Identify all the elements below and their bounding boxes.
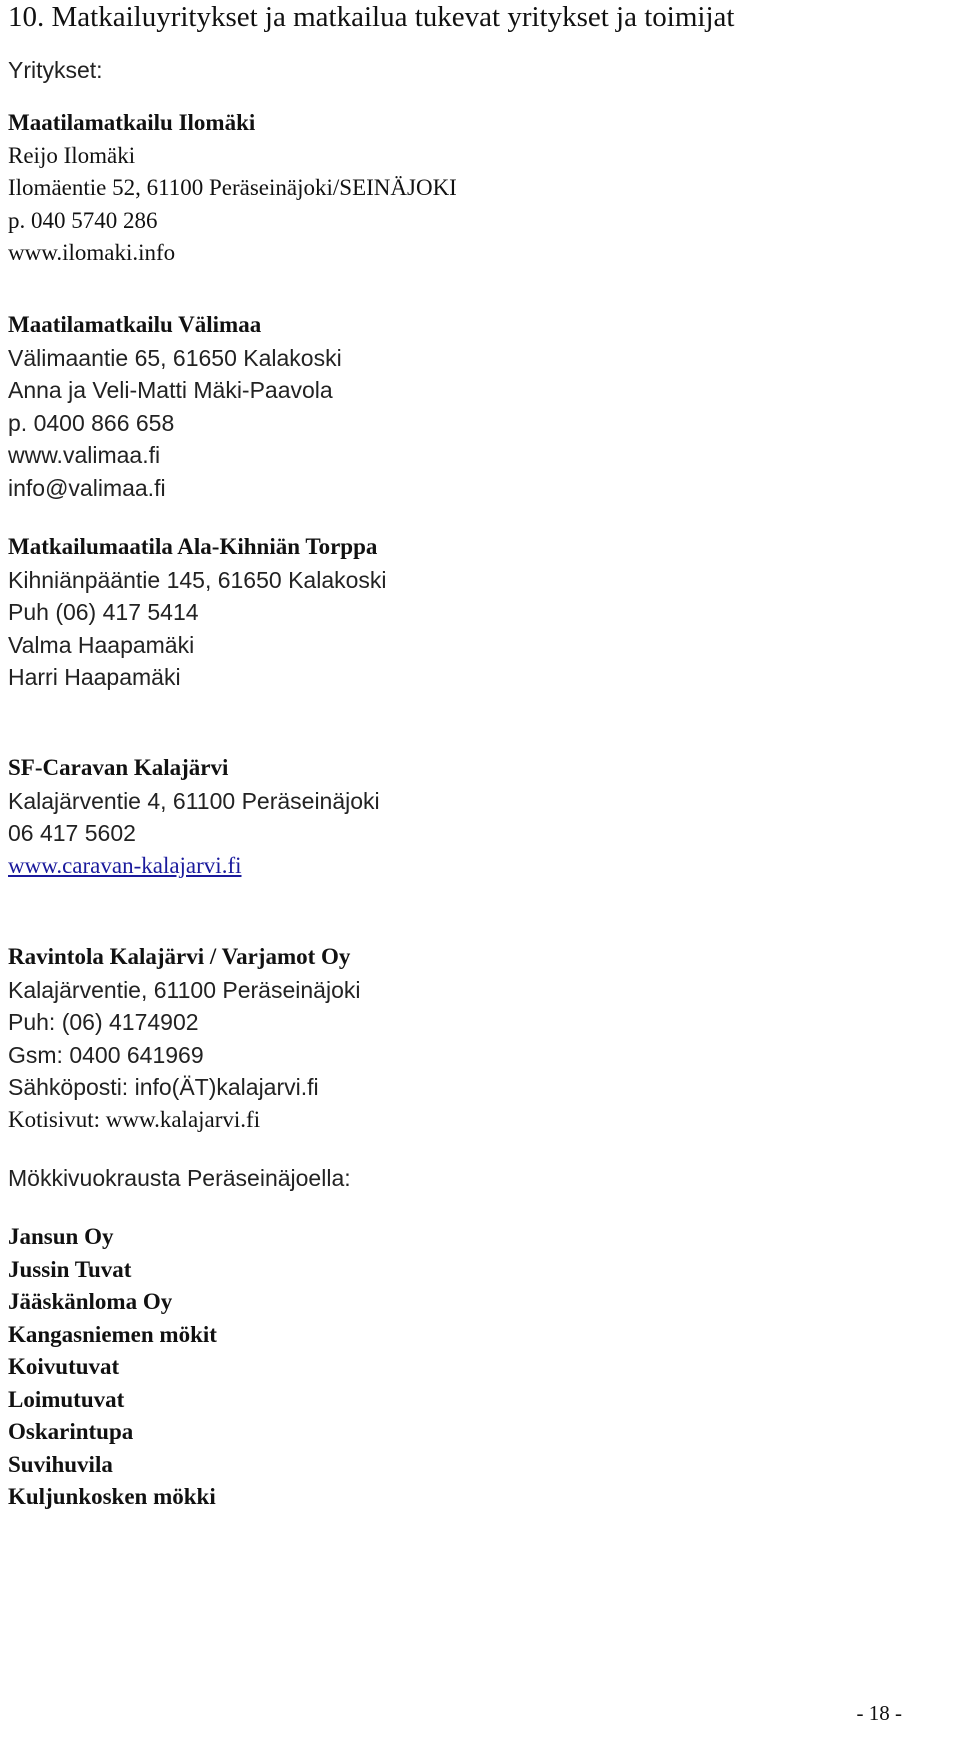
- company-entry-valimaa: [8, 309, 342, 504]
- company-entry-ravintola: [8, 941, 360, 1136]
- list-item: Oskarintupa: [8, 1419, 134, 1444]
- company-phone: Puh: (06) 4174902: [8, 1009, 199, 1035]
- list-item: Loimutuvat: [8, 1386, 125, 1412]
- company-contact: Harri Haapamäki: [8, 664, 181, 690]
- company-website: www.valimaa.fi: [8, 442, 161, 468]
- company-phone: Puh (06) 417 5414: [8, 599, 199, 625]
- company-phone: p. 040 5740 286: [8, 207, 158, 233]
- company-website-link[interactable]: www.caravan-kalajarvi.fi: [8, 852, 242, 878]
- company-address: Välimaantie 65, 61650 Kalakoski: [8, 344, 342, 371]
- company-contact: Valma Haapamäki: [8, 631, 195, 658]
- company-entry-caravan: [8, 752, 380, 882]
- company-website: www.ilomaki.info: [8, 240, 176, 265]
- list-item: Koivutuvat: [8, 1354, 120, 1379]
- company-mobile: Gsm: 0400 641969: [8, 1041, 204, 1068]
- companies-label: Yritykset:: [8, 57, 103, 83]
- company-name: Matkailumaatila Ala-Kihniän Torppa: [8, 534, 378, 559]
- page-title: 10. Matkailuyritykset ja matkailua tukevat yritykset ja toimijat: [8, 1, 735, 33]
- company-address: Kalajärventie 4, 61100 Peräseinäjoki: [8, 787, 380, 814]
- list-item: Kangasniemen mökit: [8, 1321, 217, 1347]
- company-address: Ilomäentie 52, 61100 Peräseinäjoki/SEINÄJOKI: [8, 175, 457, 200]
- company-contact: Anna ja Veli-Matti Mäki-Paavola: [8, 377, 333, 403]
- list-item: Jussin Tuvat: [8, 1256, 132, 1282]
- list-item: Suvihuvila: [8, 1451, 113, 1477]
- company-name: SF-Caravan Kalajärvi: [8, 755, 229, 780]
- list-item: Jansun Oy: [8, 1224, 114, 1249]
- company-name: Maatilamatkailu Ilomäki: [8, 110, 256, 135]
- company-name: Ravintola Kalajärvi / Varjamot Oy: [8, 944, 351, 969]
- company-address: Kihniänpääntie 145, 61650 Kalakoski: [8, 566, 387, 593]
- list-item: Kuljunkosken mökki: [8, 1484, 216, 1509]
- company-entry-torppa: [8, 531, 387, 694]
- company-email: Sähköposti: info(ÄT)kalajarvi.fi: [8, 1074, 319, 1100]
- company-address: Kalajärventie, 61100 Peräseinäjoki: [8, 976, 361, 1003]
- company-entry-ilomaki: [8, 107, 457, 270]
- page-number: - 18 -: [856, 1701, 902, 1725]
- company-phone: 06 417 5602: [8, 820, 136, 846]
- cottage-list: [8, 1221, 217, 1514]
- company-contact: Reijo Ilomäki: [8, 142, 136, 168]
- company-name: Maatilamatkailu Välimaa: [8, 312, 262, 337]
- cottages-label: Mökkivuokrausta Peräseinäjoella:: [8, 1165, 351, 1191]
- company-website: Kotisivut: www.kalajarvi.fi: [8, 1106, 261, 1132]
- list-item: Jääskänloma Oy: [8, 1289, 173, 1314]
- company-email: info@valimaa.fi: [8, 474, 166, 501]
- company-phone: p. 0400 866 658: [8, 409, 175, 436]
